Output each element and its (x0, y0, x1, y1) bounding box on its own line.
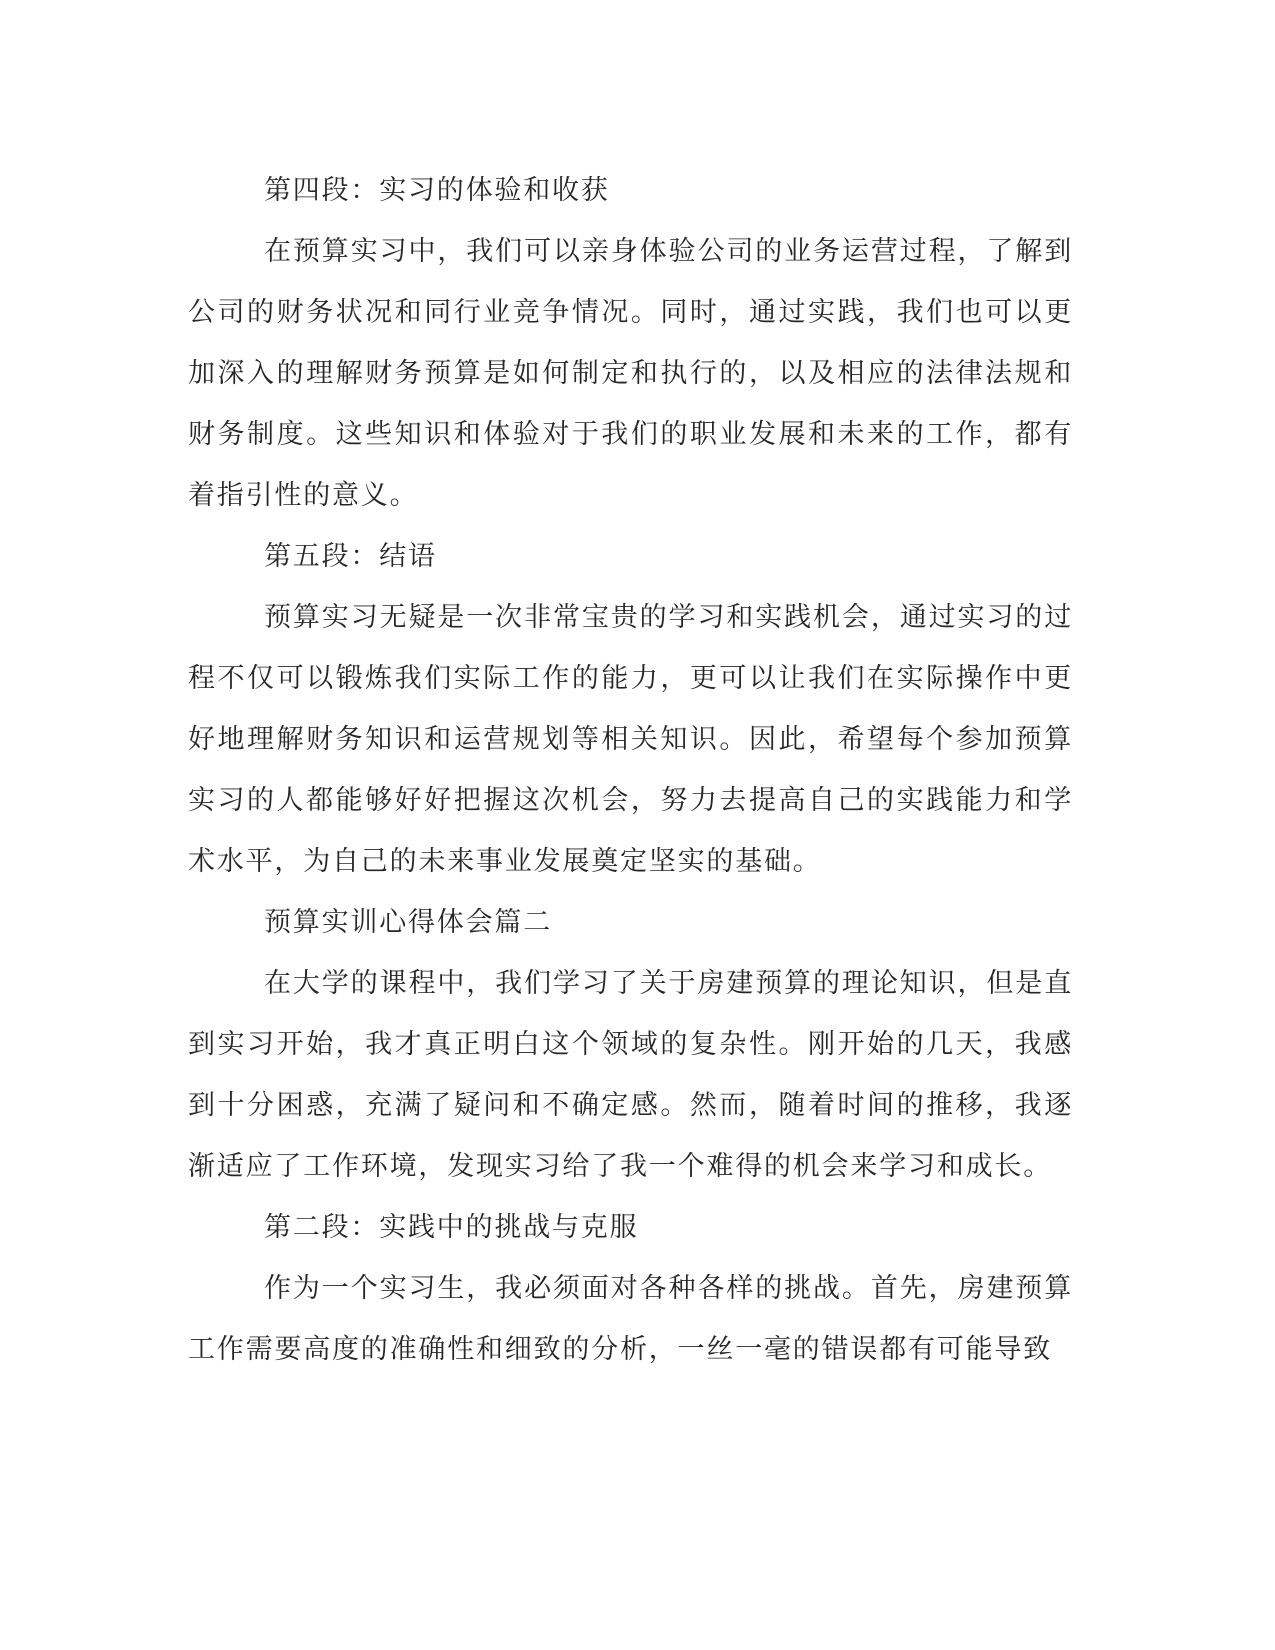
body-paragraph: 作为一个实习生，我必须面对各种各样的挑战。首先，房建预算工作需要高度的准确性和细致的分析，一丝一毫的错误都有可能导致 (188, 1273, 1073, 1365)
body-paragraph: 在预算实习中，我们可以亲身体验公司的业务运营过程，了解到公司的财务状况和同行业竞争情况。同时，通过实践，我们也可以更加深入的理解财务预算是如何制定和执行的，以及相应的法律法规和财务制度。这些知识和体验对于我们的职业发展和未来的工作，都有着指引性的意义。 (188, 236, 1073, 511)
body-paragraph: 在大学的课程中，我们学习了关于房建预算的理论知识，但是直到实习开始，我才真正明白这个领域的复杂性。刚开始的几天，我感到十分困惑，充满了疑问和不确定感。然而，随着时间的推移，我逐渐适应了工作环境，发现实习给了我一个难得的机会来学习和成长。 (188, 968, 1073, 1182)
body-paragraph: 预算实习无疑是一次非常宝贵的学习和实践机会，通过实习的过程不仅可以锻炼我们实际工作的能力，更可以让我们在实际操作中更好地理解财务知识和运营规划等相关知识。因此，希望每个参加预算实习的人都能够好好把握这次机会，努力去提高自己的实践能力和学术水平，为自己的未来事业发展奠定坚实的基础。 (188, 602, 1073, 877)
document-body (188, 160, 1073, 1380)
section-heading: 第二段：实践中的挑战与克服 (264, 1212, 639, 1243)
section-heading: 第四段：实习的体验和收获 (264, 175, 610, 206)
article-title: 预算实训心得体会篇二 (264, 907, 552, 938)
section-heading: 第五段：结语 (264, 541, 437, 572)
